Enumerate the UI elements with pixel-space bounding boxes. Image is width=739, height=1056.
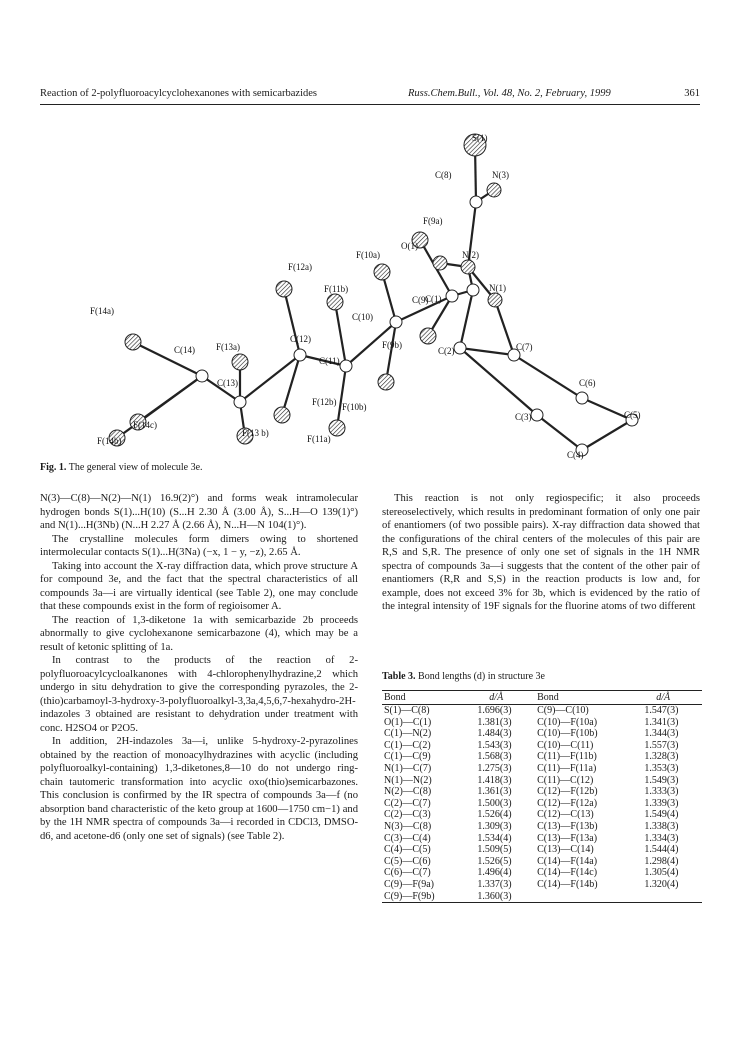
atom-label: C(8) [435,170,452,180]
bond-cell: C(14)—F(14b) [537,878,598,890]
length-cell: 1.526(4) [477,809,512,821]
atom-label: C(14) [174,345,195,355]
bond-line [537,415,582,450]
length-cell: 1.334(3) [644,832,679,844]
table-row [382,740,702,752]
header-journal: Russ.Chem.Bull., Vol. 48, No. 2, February, 1999 [408,88,611,99]
bond-cell: C(13)—F(13a) [537,832,598,844]
atom-label: F(11a) [307,434,331,444]
table-row [382,705,702,717]
length-cell: 1.320(4) [644,878,679,890]
length-cell: 1.696(3) [477,705,512,716]
atom-label: S(1) [472,133,488,143]
paragraph: This reaction is not only regiospecific; it also proceeds stereoselectively, which results in predominant formation of only one pair of enantiomers (of two possible pairs). X-ray diffraction data showed that the configurations of the chiral centers of the molecules of this pair are R,S and S,R. The presence of only one set of signals in the 1H NMR spectra of compounds 3a—i suggests that the content of the other pair of enantiomers (R,R and S,S) in the reaction products is low and, for example, does not exceed 3% for 3b, which is evidenced by the ratio of the integral intensity of 19F signals for the fluorine atoms of two different [382,493,700,612]
atom-label: C(7) [516,342,533,352]
atom-label: C(4) [567,450,584,460]
atom-c13 [234,396,246,408]
bond-cell: C(4)—C(5) [384,844,431,856]
bond-cell: N(3)—C(8) [384,820,432,832]
length-cell: 1.509(5) [477,844,512,856]
bond-cell: C(2)—C(3) [384,809,431,821]
bond-cell [535,891,624,903]
length-cell: 1.526(5) [477,855,512,867]
length-cell [624,891,702,903]
bond-line [460,290,473,348]
header-length: d/Å [457,691,535,705]
table-row [382,775,702,787]
atom-f11a [329,420,345,436]
atom-label: F(12a) [288,262,312,272]
atom-n3 [487,183,501,197]
paragraph: The crystalline molecules form dimers owing to shortened intermolecular contacts S(1)...H(3Na) (−x, 1 − y, −z), 2.65 Å. [40,533,358,558]
atom-n2 [461,260,475,274]
bond-cell: C(1)—C(2) [384,739,431,751]
header-title: Reaction of 2-polyfluoroacylcyclohexanones with semicarbazides [40,88,317,99]
atom-label: F(10a) [356,250,380,260]
bond-line [117,376,202,438]
figure-caption-label: Fig. 1. [40,462,67,473]
bond-cell: C(11)—C(12) [537,774,594,786]
length-cell: 1.333(3) [644,786,679,798]
bond-line [337,366,346,428]
bond-cell: C(12)—F(12b) [537,786,598,798]
bond-cell: C(10)—F(10b) [537,728,598,740]
atom-label: C(5) [624,410,641,420]
atom-label: N(1) [489,283,506,293]
paragraph: Taking into account the X-ray diffraction data, which prove structure A for compound 3e, and the fact that the spectral characteristics of all compounds 3a—i are virtually identical (see Table 2), one may conclude that these compounds exist in the form of regioisomer A. [40,560,358,612]
length-cell: 1.557(3) [644,739,679,751]
atom-label: F(14c) [133,420,157,430]
atom-c10 [390,316,402,328]
length-cell: 1.549(4) [644,809,679,821]
atom-label: C(6) [579,378,596,388]
bond-cell: C(6)—C(7) [384,867,431,879]
atom-c14 [196,370,208,382]
atom-label: F(12b) [312,397,337,407]
bond-line [582,420,632,450]
header-bond: Bond [535,691,624,705]
paragraph: N(3)—C(8)—N(2)—N(1) 16.9(2)°) and forms weak intramolecular hydrogen bonds S(1)...H(10) (S...H 2.30 Å (3.00 Å), S...H—O 139(1)°) and N(1)...H(3Nb) (N...H 2.27 Å (2.66 Å), N...H—N 104(1)°). [40,493,358,531]
atom-label: C(10) [352,312,373,322]
bond-cell: C(1)—C(9) [384,751,431,763]
table-caption-text: Bond lengths (d) in structure 3e [418,671,545,682]
bond-cell: C(14)—F(14a) [537,855,598,867]
atom-label: F(9a) [423,216,443,226]
atom-label: N(3) [492,170,509,180]
bond-cell: C(10)—F(10a) [537,716,598,728]
length-cell: 1.360(3) [457,891,535,903]
atom-f12b [274,407,290,423]
bond-cell: C(11)—F(11a) [537,762,597,774]
atom-c6 [576,392,588,404]
length-cell: 1.341(3) [644,716,679,728]
bond-cell: N(1)—C(7) [384,762,432,774]
bond-line [495,300,514,355]
atom-label: C(12) [290,334,311,344]
atom-label: N(2) [462,250,479,260]
molecule-diagram [40,120,700,480]
atom-c1 [467,284,479,296]
page-number: 361 [684,88,700,99]
length-cell: 1.344(3) [644,728,679,740]
atom-label: C(13) [217,378,238,388]
length-cell: 1.338(3) [644,820,679,832]
table-row [382,856,702,868]
table-row [382,867,702,879]
atom-label: F(14a) [90,306,114,316]
length-cell: 1.309(3) [477,820,512,832]
bond-line [460,348,537,415]
atom-label: C(11) [319,356,340,366]
bond-cell: N(2)—C(8) [384,786,432,798]
bond-line [282,355,300,415]
paragraph: In addition, 2H-indazoles 3a—i, unlike 5-hydroxy-2-pyrazolines obtained by the reaction of monoacylhydrazines with acyclic (including polyfluoroalkyl-containing) 1,3-diketones,8—10 do not undergo ring-chain tautomeric transformation into acyclic oxo(thio)semicarbazones. This conclusion is confirmed by the IR spectra of compounds 3a—f (no absorption band characteristic of the keto group at 1600—1750 cm−1) and by the 1H NMR spectra of compounds 3a—i recorded in CDCl3, DMSO-d6, and acetone-d6 (only one set of signals) (see Table 2). [40,736,358,842]
length-cell: 1.568(3) [477,751,512,763]
figure-caption-text: The general view of molecule 3e. [68,462,203,473]
atom-label: O(1) [401,241,418,251]
length-cell: 1.496(4) [477,867,512,879]
table-row [382,751,702,763]
atom-label: F(11b) [324,284,349,294]
length-cell: 1.339(3) [644,797,679,809]
running-header [40,88,700,105]
bond-length-table [382,690,702,903]
table-row [382,728,702,740]
atom-f11b [327,294,343,310]
atom-f14a [125,334,141,350]
length-cell: 1.337(3) [477,878,512,890]
bond-cell: C(11)—F(11b) [537,751,597,763]
bond-cell: C(9)—F(9a) [384,878,434,890]
table-row [382,798,702,810]
bond-cell: C(14)—F(14c) [537,867,598,879]
length-cell: 1.353(3) [644,762,679,774]
length-cell: 1.361(3) [477,786,512,798]
atom-label: F(13 b) [242,428,269,438]
table-row [382,763,702,775]
bond-cell: C(13)—C(14) [537,844,594,856]
table-row [382,786,702,798]
bond-cell: O(1)—C(1) [384,716,432,728]
bond-cell: C(5)—C(6) [384,855,431,867]
bond-cell: C(9)—C(10) [537,705,589,716]
atom-label: F(10b) [342,402,367,412]
molecule-figure [40,120,700,480]
atom-label: F(9b) [382,340,402,350]
length-cell: 1.549(3) [644,774,679,786]
bond-cell: C(2)—C(7) [384,797,431,809]
figure-caption [40,462,203,473]
length-cell: 1.418(3) [477,774,512,786]
bond-line [514,355,582,398]
atom-f9b [420,328,436,344]
bond-cell: C(10)—C(11) [537,739,594,751]
left-column [40,492,358,843]
table-header-row [382,691,702,705]
atom-f13a [232,354,248,370]
atom-f10a [374,264,390,280]
atom-f10b [378,374,394,390]
length-cell: 1.298(4) [644,855,679,867]
paragraph: The reaction of 1,3-diketone 1a with semicarbazide 2b proceeds abnormally to give cyclohexanone semicarbazone (4), which may be a result of ketonic splitting of 1a. [40,614,358,653]
atom-c2 [454,342,466,354]
table-row [382,891,702,903]
length-cell: 1.328(3) [644,751,679,763]
bond-line [240,355,300,402]
atom-label: F(14b) [97,436,122,446]
bond-line [284,289,300,355]
length-cell: 1.544(4) [644,844,679,856]
atom-c8 [470,196,482,208]
bond-cell: C(3)—C(4) [384,832,431,844]
atom-label: C(9) [412,295,429,305]
table-row [382,879,702,891]
bond-cell: C(13)—F(13b) [537,820,598,832]
length-cell: 1.534(4) [477,832,512,844]
atom-n1 [488,293,502,307]
bond-cell: N(1)—N(2) [384,774,432,786]
atom-label: C(3) [515,412,532,422]
table-row [382,821,702,833]
length-cell: 1.484(3) [477,728,512,740]
table-caption [382,671,545,682]
length-cell: 1.381(3) [477,716,512,728]
atom-c11 [340,360,352,372]
atom-label: F(13a) [216,342,240,352]
table-row [382,833,702,845]
bond-cell: C(1)—N(2) [384,728,432,740]
table-row [382,717,702,729]
length-cell: 1.275(3) [477,762,512,774]
length-cell: 1.547(3) [644,705,679,716]
header-bond: Bond [382,691,457,705]
paragraph: In contrast to the products of the reaction of 2-polyfluoroacylcycloalkanones with 4-chlorophenylhydrazine,2 which undergo in situ dehydration to give the corresponding pyrazoles, the 2-(thio)carbamoyl-3-hydroxy-3-polyfluoroalkyl-3,3a,4,5,6,7-hexahydro-2H-indazoles 3 obtained are resistant to dehydration under treatment with conc. H2SO4 or P2O5. [40,655,358,734]
atom-c3 [531,409,543,421]
atom-label: C(1) [425,294,442,304]
bond-cell: S(1)—C(8) [384,705,430,716]
bond-cell: C(12)—C(13) [537,809,594,821]
length-cell: 1.543(3) [477,739,512,751]
right-column [382,492,700,614]
bond-cell: C(9)—F(9b) [382,891,457,903]
atom-c9 [446,290,458,302]
length-cell: 1.305(4) [644,867,679,879]
table-caption-label: Table 3. [382,671,416,682]
table-row [382,809,702,821]
bond-line [386,322,396,382]
atom-f12a [276,281,292,297]
atom-label: C(2) [438,346,455,356]
length-cell: 1.500(3) [477,797,512,809]
atom-o1 [433,256,447,270]
atom-c12 [294,349,306,361]
table-row [382,844,702,856]
header-length: d/Å [624,691,702,705]
bond-cell: C(12)—F(12a) [537,797,598,809]
